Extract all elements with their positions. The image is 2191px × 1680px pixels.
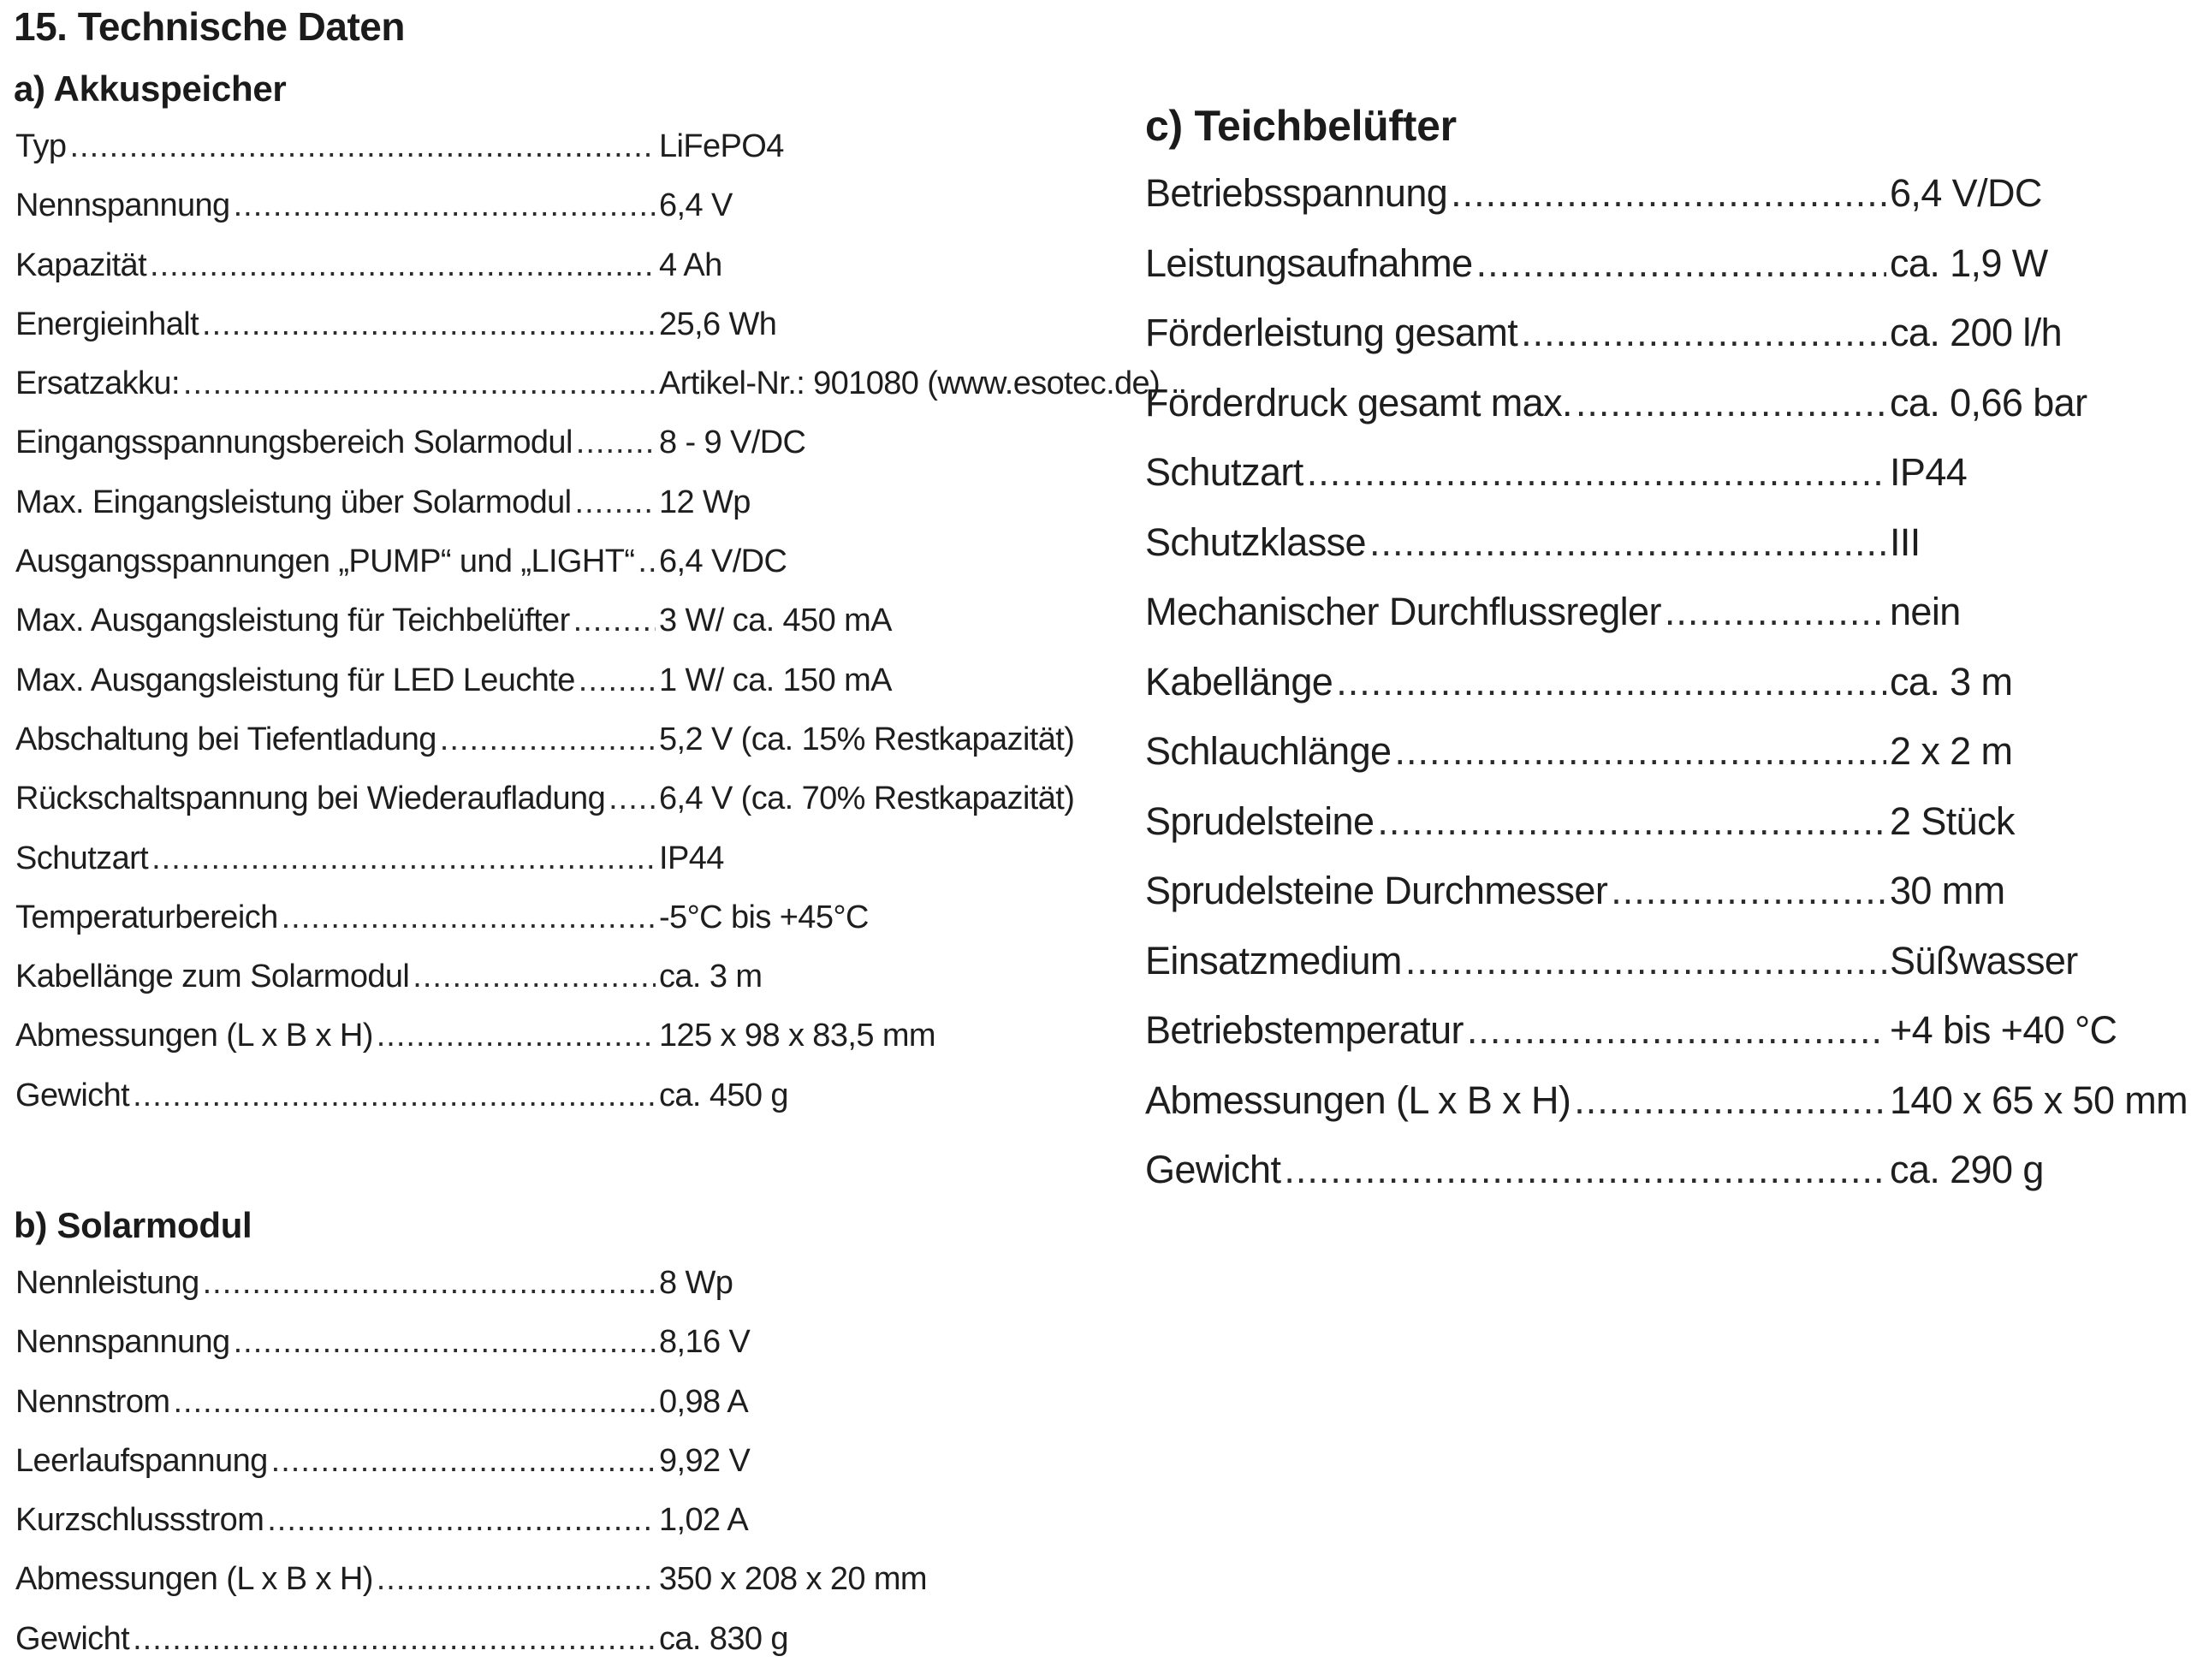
- spec-value: 2 x 2 m: [1890, 729, 2013, 773]
- spec-label-leader: [1145, 729, 1886, 774]
- spec-row: [15, 721, 1160, 781]
- spec-label: Schutzart: [15, 840, 149, 876]
- spec-value: 25,6 Wh: [659, 306, 777, 342]
- spec-label: Schutzklasse: [1145, 519, 1366, 564]
- spec-row: [15, 247, 1160, 306]
- spec-value: III: [1890, 519, 1921, 564]
- spec-label-leader: [15, 899, 656, 936]
- spec-label: Nennspannung: [15, 187, 230, 224]
- dot-leader: [1576, 381, 1886, 425]
- spec-label-leader: [15, 187, 656, 224]
- spec-value: ca. 3 m: [1890, 659, 2013, 703]
- spec-row: [1145, 729, 2188, 799]
- spec-value: 4 Ah: [659, 246, 722, 283]
- dot-leader: [1665, 590, 1886, 634]
- spec-row: [15, 1561, 927, 1620]
- spec-label-leader: [1145, 171, 1886, 216]
- spec-row: [15, 1265, 927, 1324]
- spec-label: Kurzschlussstrom: [15, 1502, 264, 1539]
- spec-row: [15, 1502, 927, 1561]
- dot-leader: [1467, 1008, 1886, 1053]
- spec-label-leader: [15, 424, 656, 461]
- dot-leader: [575, 484, 656, 521]
- dot-leader: [150, 247, 656, 284]
- spec-label-leader: [1145, 381, 1886, 425]
- dot-leader: [1336, 660, 1886, 704]
- spec-label: Abmessungen (L x B x H): [1145, 1077, 1571, 1122]
- dot-leader: [282, 899, 656, 936]
- spec-label: Kabellänge zum Solarmodul: [15, 959, 410, 995]
- spec-row: [15, 484, 1160, 543]
- spec-label-leader: [15, 959, 656, 995]
- dot-leader: [579, 662, 656, 699]
- spec-row: [15, 1621, 927, 1680]
- spec-label: Kapazität: [15, 246, 147, 283]
- spec-row: [1145, 381, 2188, 451]
- dot-leader: [202, 306, 656, 343]
- spec-row: [15, 840, 1160, 899]
- dot-leader: [440, 721, 656, 758]
- spec-label: Kabellänge: [1145, 659, 1333, 703]
- spec-list-akkuspeicher: [15, 128, 1160, 1137]
- spec-row: [1145, 590, 2188, 660]
- spec-row: [15, 543, 1160, 603]
- spec-label-leader: [15, 1018, 656, 1054]
- dot-leader: [151, 840, 656, 877]
- spec-value: 6,4 V (ca. 70% Restkapazität): [659, 781, 1075, 817]
- spec-label-leader: [1145, 1078, 1886, 1123]
- spec-row: [15, 959, 1160, 1018]
- spec-row: [1145, 171, 2188, 241]
- spec-row: [15, 1324, 927, 1383]
- spec-label: Energieinhalt: [15, 306, 199, 342]
- dot-leader: [234, 187, 656, 224]
- spec-label-leader: [15, 1384, 656, 1421]
- spec-label: Gewicht: [1145, 1148, 1281, 1191]
- dot-leader: [1476, 241, 1886, 286]
- spec-row: [1145, 1148, 2188, 1218]
- dot-leader: [413, 959, 656, 995]
- spec-label-leader: [15, 1621, 656, 1658]
- spec-label-leader: [15, 1502, 656, 1539]
- dot-leader: [609, 781, 656, 817]
- spec-value: IP44: [1890, 450, 1968, 494]
- spec-row: [15, 899, 1160, 959]
- dot-leader: [133, 1621, 656, 1658]
- spec-value: +4 bis +40 °C: [1890, 1008, 2117, 1052]
- dot-leader: [1521, 311, 1886, 355]
- spec-value: ca. 1,9 W: [1890, 240, 2048, 285]
- dot-leader: [1394, 729, 1886, 774]
- spec-label: Förderdruck gesamt max.: [1145, 380, 1572, 424]
- spec-value: 6,4 V/DC: [659, 543, 787, 580]
- spec-row: [1145, 939, 2188, 1009]
- spec-label-leader: [1145, 799, 1886, 844]
- spec-row: [1145, 869, 2188, 939]
- spec-label: Leerlaufspannung: [15, 1442, 268, 1479]
- spec-label-leader: [15, 781, 656, 817]
- spec-row: [1145, 1078, 2188, 1149]
- spec-label-leader: [15, 721, 656, 758]
- dot-leader: [203, 1265, 656, 1302]
- spec-row: [1145, 311, 2188, 381]
- spec-row: [15, 128, 1160, 187]
- spec-value: 9,92 V: [659, 1442, 751, 1479]
- spec-value: ca. 290 g: [1890, 1148, 2044, 1191]
- spec-label-leader: [1145, 590, 1886, 634]
- spec-list-teichbeluefter: [1145, 171, 2188, 1218]
- dot-leader: [1451, 171, 1886, 216]
- spec-label: Gewicht: [15, 1077, 130, 1113]
- dot-leader: [183, 365, 656, 402]
- spec-value: 8 Wp: [659, 1265, 733, 1301]
- spec-label: Gewicht: [15, 1620, 130, 1657]
- spec-row: [15, 424, 1160, 484]
- spec-label: Mechanischer Durchflussregler: [1145, 590, 1661, 633]
- page-title: 15. Technische Daten: [14, 4, 405, 49]
- spec-label: Förderleistung gesamt: [1145, 311, 1518, 354]
- spec-label-leader: [1145, 450, 1886, 495]
- spec-row: [15, 1384, 927, 1443]
- spec-row: [15, 1077, 1160, 1137]
- spec-value: ca. 830 g: [659, 1620, 788, 1657]
- spec-label: Ersatzakku:: [15, 365, 180, 402]
- spec-value: ca. 0,66 bar: [1890, 380, 2087, 424]
- spec-label-leader: [1145, 660, 1886, 704]
- spec-label: Max. Ausgangsleistung für LED Leuchte: [15, 662, 575, 698]
- spec-label-leader: [15, 306, 656, 343]
- dot-leader: [267, 1502, 656, 1539]
- spec-value: 8,16 V: [659, 1324, 751, 1361]
- spec-value: 1 W/ ca. 150 mA: [659, 662, 892, 698]
- spec-label: Betriebsspannung: [1145, 171, 1448, 215]
- spec-value: ca. 3 m: [659, 959, 763, 995]
- spec-label-leader: [15, 1077, 656, 1114]
- dot-leader: [1405, 939, 1886, 983]
- dot-leader: [377, 1561, 656, 1598]
- spec-label-leader: [15, 484, 656, 521]
- section-title-teichbeluefter: c) Teichbelüfter: [1145, 102, 1457, 150]
- spec-row: [1145, 520, 2188, 591]
- spec-label-leader: [1145, 520, 1886, 565]
- spec-label: Abmessungen (L x B x H): [15, 1018, 373, 1054]
- spec-value: 30 mm: [1890, 869, 2005, 912]
- dot-leader: [377, 1018, 656, 1054]
- spec-label: Schlauchlänge: [1145, 729, 1392, 773]
- spec-label: Typ: [15, 128, 67, 164]
- spec-label-leader: [1145, 1008, 1886, 1053]
- dot-leader: [133, 1077, 656, 1114]
- spec-row: [1145, 660, 2188, 730]
- spec-label: Einsatzmedium: [1145, 938, 1402, 982]
- dot-leader: [638, 543, 656, 580]
- spec-label: Sprudelsteine Durchmesser: [1145, 869, 1608, 912]
- spec-label: Nennspannung: [15, 1324, 230, 1361]
- spec-label: Temperaturbereich: [15, 899, 278, 935]
- spec-label: Schutzart: [1145, 450, 1303, 494]
- spec-label-leader: [15, 1561, 656, 1598]
- spec-value: IP44: [659, 840, 724, 876]
- section-title-solarmodul: b) Solarmodul: [14, 1205, 252, 1245]
- spec-row: [1145, 450, 2188, 520]
- spec-value: 2 Stück: [1890, 798, 2015, 843]
- spec-label-leader: [15, 840, 656, 877]
- spec-row: [15, 365, 1160, 424]
- spec-label: Eingangsspannungsbereich Solarmodul: [15, 424, 573, 461]
- spec-label-leader: [15, 128, 656, 165]
- spec-label: Max. Ausgangsleistung für Teichbelüfter: [15, 603, 570, 639]
- spec-label: Rückschaltspannung bei Wiederaufladung: [15, 781, 606, 817]
- spec-value: 12 Wp: [659, 484, 751, 520]
- spec-label: Leistungsaufnahme: [1145, 240, 1473, 285]
- spec-value: 1,02 A: [659, 1502, 749, 1539]
- dot-leader: [69, 128, 656, 165]
- spec-value: ca. 450 g: [659, 1077, 788, 1113]
- spec-label-leader: [15, 365, 656, 402]
- spec-value: 5,2 V (ca. 15% Restkapazität): [659, 721, 1075, 757]
- spec-label: Max. Eingangsleistung über Solarmodul: [15, 484, 572, 520]
- spec-value: 3 W/ ca. 450 mA: [659, 603, 892, 639]
- spec-row: [15, 187, 1160, 246]
- dot-leader: [1369, 520, 1886, 565]
- spec-label-leader: [15, 1324, 656, 1361]
- spec-row: [15, 603, 1160, 662]
- spec-value: 125 x 98 x 83,5 mm: [659, 1018, 935, 1054]
- spec-value: 0,98 A: [659, 1383, 749, 1420]
- spec-label-leader: [1145, 869, 1886, 913]
- spec-label-leader: [15, 1443, 656, 1480]
- spec-value: 6,4 V/DC: [1890, 171, 2042, 215]
- spec-value: 6,4 V: [659, 187, 733, 224]
- spec-label: Nennstrom: [15, 1383, 170, 1420]
- spec-value: -5°C bis +45°C: [659, 899, 869, 935]
- spec-label-leader: [1145, 241, 1886, 286]
- spec-row: [15, 306, 1160, 365]
- dot-leader: [1377, 799, 1886, 844]
- spec-value: LiFePO4: [659, 128, 784, 164]
- spec-label-leader: [15, 247, 656, 284]
- spec-row: [15, 662, 1160, 721]
- spec-row: [1145, 1008, 2188, 1078]
- spec-row: [15, 1018, 1160, 1077]
- spec-label-leader: [1145, 939, 1886, 983]
- spec-list-solarmodul: [15, 1265, 927, 1680]
- dot-leader: [1611, 869, 1886, 913]
- spec-label-leader: [15, 543, 656, 580]
- spec-label-leader: [1145, 1148, 1886, 1192]
- spec-value: Artikel-Nr.: 901080 (www.esotec.de): [659, 365, 1161, 402]
- spec-label-leader: [15, 603, 656, 639]
- spec-value: nein: [1890, 590, 1961, 633]
- dot-leader: [234, 1324, 656, 1361]
- spec-label: Ausgangsspannungen „PUMP“ und „LIGHT“: [15, 543, 635, 580]
- dot-leader: [576, 424, 656, 461]
- spec-label-leader: [15, 662, 656, 699]
- spec-row: [1145, 799, 2188, 870]
- spec-label: Abmessungen (L x B x H): [15, 1561, 373, 1598]
- spec-row: [15, 1443, 927, 1502]
- dot-leader: [173, 1384, 656, 1421]
- spec-value: 140 x 65 x 50 mm: [1890, 1077, 2188, 1122]
- dot-leader: [271, 1443, 656, 1480]
- spec-value: 8 - 9 V/DC: [659, 424, 806, 461]
- spec-label: Abschaltung bei Tiefentladung: [15, 721, 436, 757]
- spec-label-leader: [15, 1265, 656, 1302]
- spec-value: 350 x 208 x 20 mm: [659, 1561, 927, 1598]
- dot-leader: [1284, 1148, 1886, 1192]
- section-title-akkuspeicher: a) Akkuspeicher: [14, 68, 287, 109]
- spec-label-leader: [1145, 311, 1886, 355]
- dot-leader: [1574, 1078, 1886, 1123]
- spec-label: Nennleistung: [15, 1265, 199, 1301]
- spec-row: [1145, 241, 2188, 312]
- spec-label: Betriebstemperatur: [1145, 1008, 1464, 1052]
- dot-leader: [1307, 450, 1886, 495]
- spec-value: Süßwasser: [1890, 938, 2078, 982]
- spec-label: Sprudelsteine: [1145, 798, 1375, 843]
- spec-row: [15, 781, 1160, 840]
- spec-value: ca. 200 l/h: [1890, 311, 2063, 354]
- dot-leader: [573, 603, 656, 639]
